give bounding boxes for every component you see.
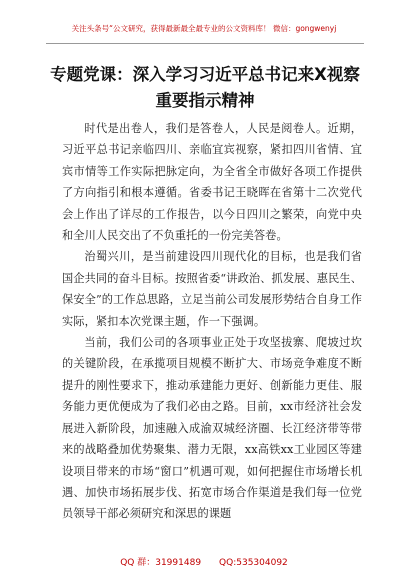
document-title: 专题党课：深入学习习近平总书记来X视察重要指示精神 [50, 65, 360, 110]
header-banner: 关注头条号“公文研究，获得最新最全最专业的公文资料库！ 微信：gongwenyj [71, 24, 337, 33]
footer-contact [0, 557, 408, 569]
paragraph: 时代是出卷人，我们是答卷人，人民是阅卷人。近期，习近平总书记亲临四川、亲临宜宾视察，紧扣四川省情、宜宾市情等工作实际把脉定向，为全省全市做好各项工作提供了方向指引和根本遵循。省委书记王晓晖在省第十二次党代会上作出了详尽的工作报告，以今日四川之繁荣，向党中央和全川人民交出了不负重托的一份完美答卷。 [62, 122, 362, 243]
paragraph: 治蜀兴川，是当前建设四川现代化的目标，也是我们省国企共同的奋斗目标。按照省委“讲政治、抓发展、惠民生、保安全”的工作总思路，立足当前公司发展形势结合自身工作实际，紧扣本次党课主题，作一下强调。 [62, 250, 362, 328]
header-divider [46, 43, 364, 44]
footer-qq: QQ:535304092 [219, 558, 288, 568]
footer-qq-group: QQ 群：31991489 [120, 558, 202, 568]
paragraph: 当前，我们公司的各项事业正处于攻坚拔寨、爬坡过坎的关键阶段，在承揽项目规模不断扩大、市场竞争难度不断提升的刚性要求下，推动承建能力更好、创新能力更佳、服务能力更优便成为了我们必由之路。目前，xx市经济社会发展进入新阶段，加速融入成渝双城经济圈、长江经济带等带来的战略叠加优势聚集、潜力无限，xx高铁xx工业园区等建设项目带来的市场“窗口”机遇可观，如何把握住市场增长机遇、加快市场拓展步伐、拓宽市场合作渠道是我们每一位党员领导干部必须研究和深思的课题 [62, 336, 362, 521]
document-body [62, 118, 362, 525]
